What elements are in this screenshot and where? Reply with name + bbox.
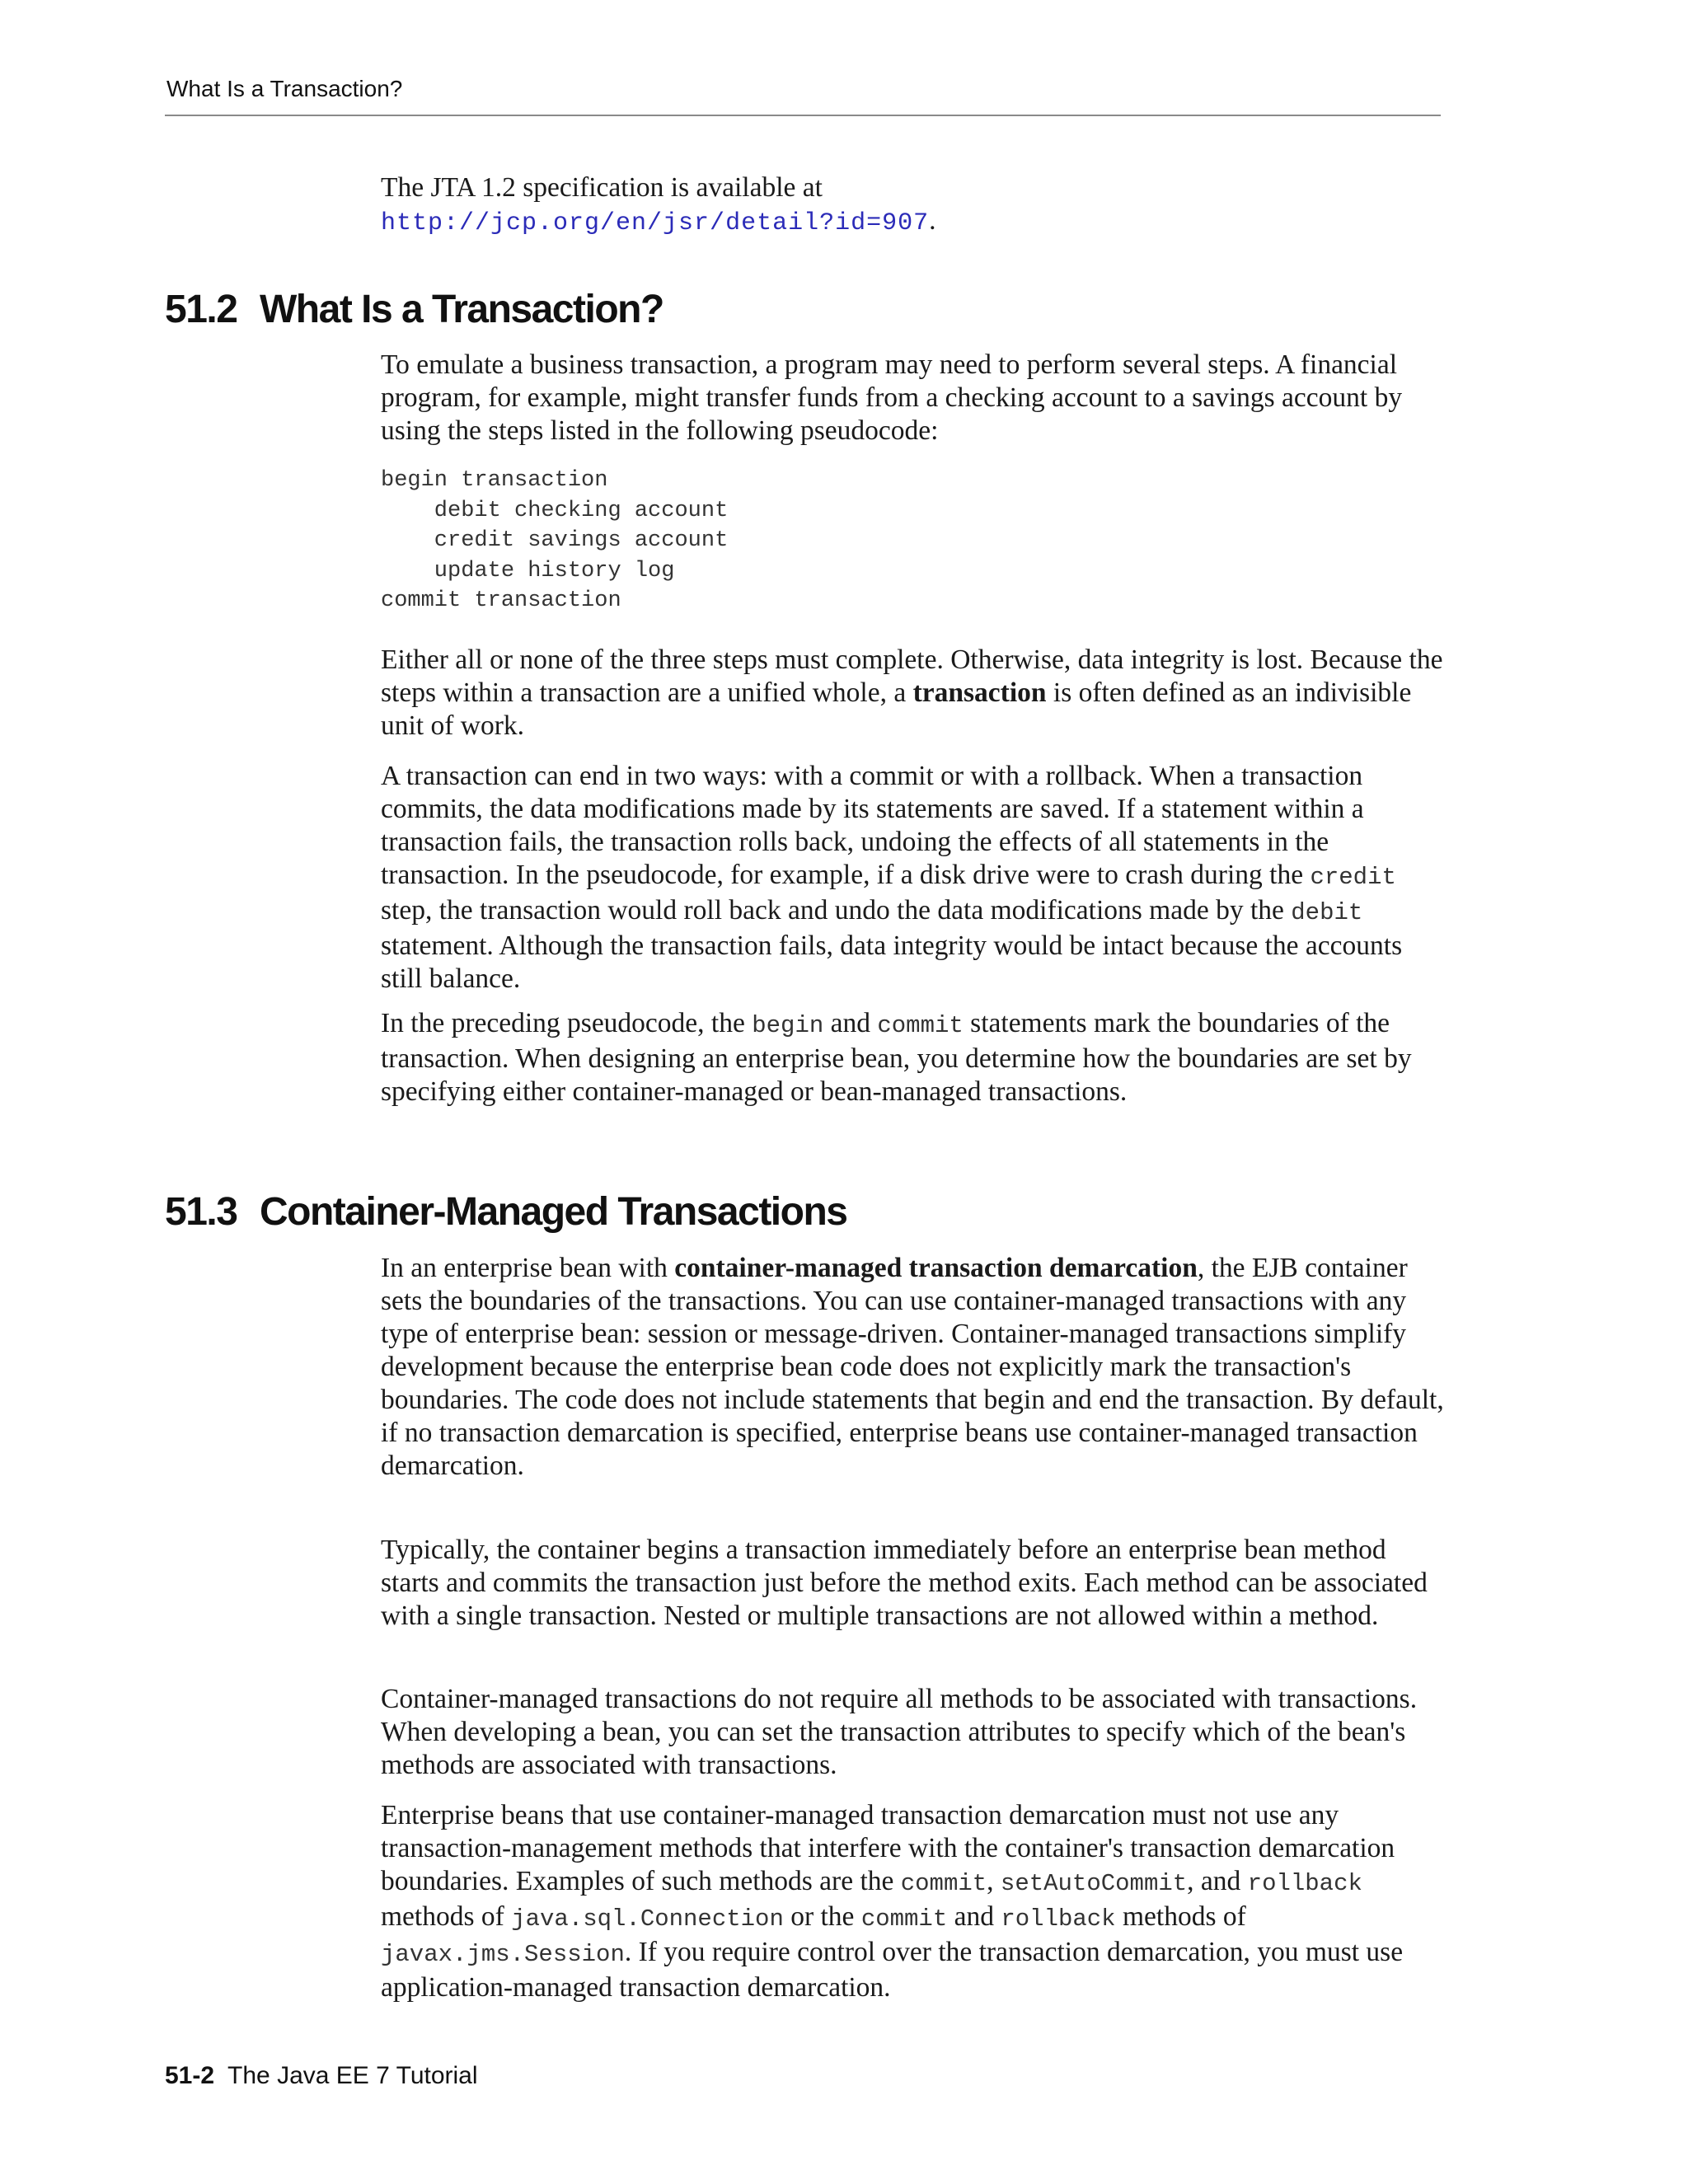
- text-run: is often defined as an indivisible unit of work.: [381, 677, 1412, 741]
- inline-code: begin: [752, 1012, 824, 1039]
- inline-code: java.sql.Connection: [511, 1905, 784, 1933]
- inline-code: credit: [1310, 864, 1396, 891]
- section-title: Container-Managed Transactions: [260, 1190, 847, 1234]
- paragraph: [381, 644, 1444, 743]
- text-run: methods of: [381, 1901, 512, 1932]
- section-51-3-para1-block: [381, 1252, 1444, 1483]
- paragraph: Typically, the container begins a transaction immediately before an enterprise bean method starts and commits the transaction just before the method exits. Each method can be associated with a single transaction. Nested or multiple transactions are not allowed within a method.: [381, 1535, 1428, 1631]
- section-number: 51.3: [165, 1190, 237, 1234]
- pseudocode-block: begin transaction debit checking account credit savings account update history log commit transaction: [381, 468, 729, 613]
- inline-code: commit: [877, 1012, 964, 1039]
- paragraph: [381, 760, 1444, 996]
- text-run: and: [823, 1008, 878, 1038]
- section-51-2-para3-block: [381, 760, 1444, 996]
- section-51-2-para4-block: [381, 1007, 1444, 1108]
- paragraph: [381, 1252, 1444, 1483]
- intro-block: [381, 171, 1444, 240]
- page-footer: [165, 2062, 478, 2090]
- text-run: step, the transaction would roll back and undo the data modifications made by the: [381, 895, 1292, 926]
- text-run: In the preceding pseudocode, the: [381, 1008, 753, 1038]
- inline-code: commit: [860, 1905, 948, 1933]
- paragraph: [381, 1799, 1444, 2004]
- section-heading-51-3: [165, 1189, 846, 1235]
- section-51-3-para3-block: [381, 1683, 1444, 1782]
- inline-code: debit: [1291, 899, 1363, 926]
- inline-code: rollback: [1001, 1905, 1116, 1933]
- inline-code: javax.jms.Session: [381, 1941, 625, 1968]
- text-run: statements mark the boundaries of the transaction. When designing an enterprise bean, you determine how the boundaries are set by specifying either container-managed or bean-managed transactions.: [381, 1008, 1412, 1107]
- paragraph: [381, 1007, 1444, 1108]
- inline-code: rollback: [1247, 1870, 1362, 1897]
- section-title: What Is a Transaction?: [260, 288, 663, 331]
- intro-period: .: [929, 205, 936, 236]
- text-run: statement. Although the transaction fails, data integrity would be intact because the accounts still balance.: [381, 930, 1403, 994]
- bold-term: container-managed transaction demarcation: [674, 1253, 1198, 1283]
- intro-paragraph: [381, 171, 1444, 240]
- text-run: In an enterprise bean with: [381, 1253, 675, 1283]
- jta-spec-link[interactable]: http://jcp.org/en/jsr/detail?id=907: [381, 209, 930, 237]
- text-run: Enterprise beans that use container-managed transaction demarcation must not use any transaction-management methods that interfere with the container's transaction demarcation boundaries. Examples of such methods are the: [381, 1800, 1395, 1896]
- inline-code: setAutoCommit: [1000, 1870, 1188, 1897]
- paragraph: To emulate a business transaction, a program may need to perform several steps. A financial program, for example, might transfer funds from a checking account to a savings account by using the steps listed in the following pseudocode:: [381, 349, 1403, 446]
- section-51-3-para4-block: [381, 1799, 1444, 2004]
- text-run: and: [947, 1901, 1001, 1932]
- section-51-2-para1-block: [381, 349, 1444, 448]
- text-run: or the: [783, 1901, 861, 1932]
- text-run: ,: [987, 1866, 1001, 1896]
- text-run: methods of: [1115, 1901, 1246, 1932]
- text-run: Either all or none of the three steps must complete. Otherwise, data integrity is lost. Because the steps within a transaction are a unified whole, a: [381, 644, 1443, 708]
- text-run: , and: [1187, 1866, 1248, 1896]
- book-title: The Java EE 7 Tutorial: [227, 2062, 478, 2089]
- running-header: What Is a Transaction?: [166, 76, 403, 101]
- header-rule: [165, 115, 1441, 116]
- page-number: 51-2: [165, 2062, 215, 2089]
- section-number: 51.2: [165, 288, 237, 331]
- section-51-3-para2-block: [381, 1534, 1444, 1633]
- inline-code: commit: [900, 1870, 987, 1897]
- section-51-2-para2-block: [381, 644, 1444, 743]
- text-run: A transaction can end in two ways: with a commit or with a rollback. When a transaction commits, the data modifications made by its statements are saved. If a statement within a transaction fails, the transaction rolls back, undoing the effects of all statements in the transaction. In the pseudocode, for example, if a disk drive were to crash during the: [381, 761, 1364, 890]
- bold-term: transaction: [912, 677, 1047, 708]
- text-run: , the EJB container sets the boundaries of the transactions. You can use container-managed transactions with any type of enterprise bean: session or message-driven. Container-managed transactions simplify development because the enterprise bean code does not explicitly mark the transaction's boundaries. The code does not include statements that begin and end the transaction. By default, if no transaction demarcation is specified, enterprise beans use container-managed transaction demarcation.: [381, 1253, 1444, 1481]
- text-run: . If you require control over the transaction demarcation, you must use application-managed transaction demarcation.: [381, 1937, 1404, 2003]
- section-heading-51-2: [165, 287, 663, 332]
- paragraph: Container-managed transactions do not require all methods to be associated with transactions. When developing a bean, you can set the transaction attributes to specify which of the bean's methods are associated with transactions.: [381, 1684, 1418, 1780]
- intro-text: The JTA 1.2 specification is available at: [381, 172, 823, 203]
